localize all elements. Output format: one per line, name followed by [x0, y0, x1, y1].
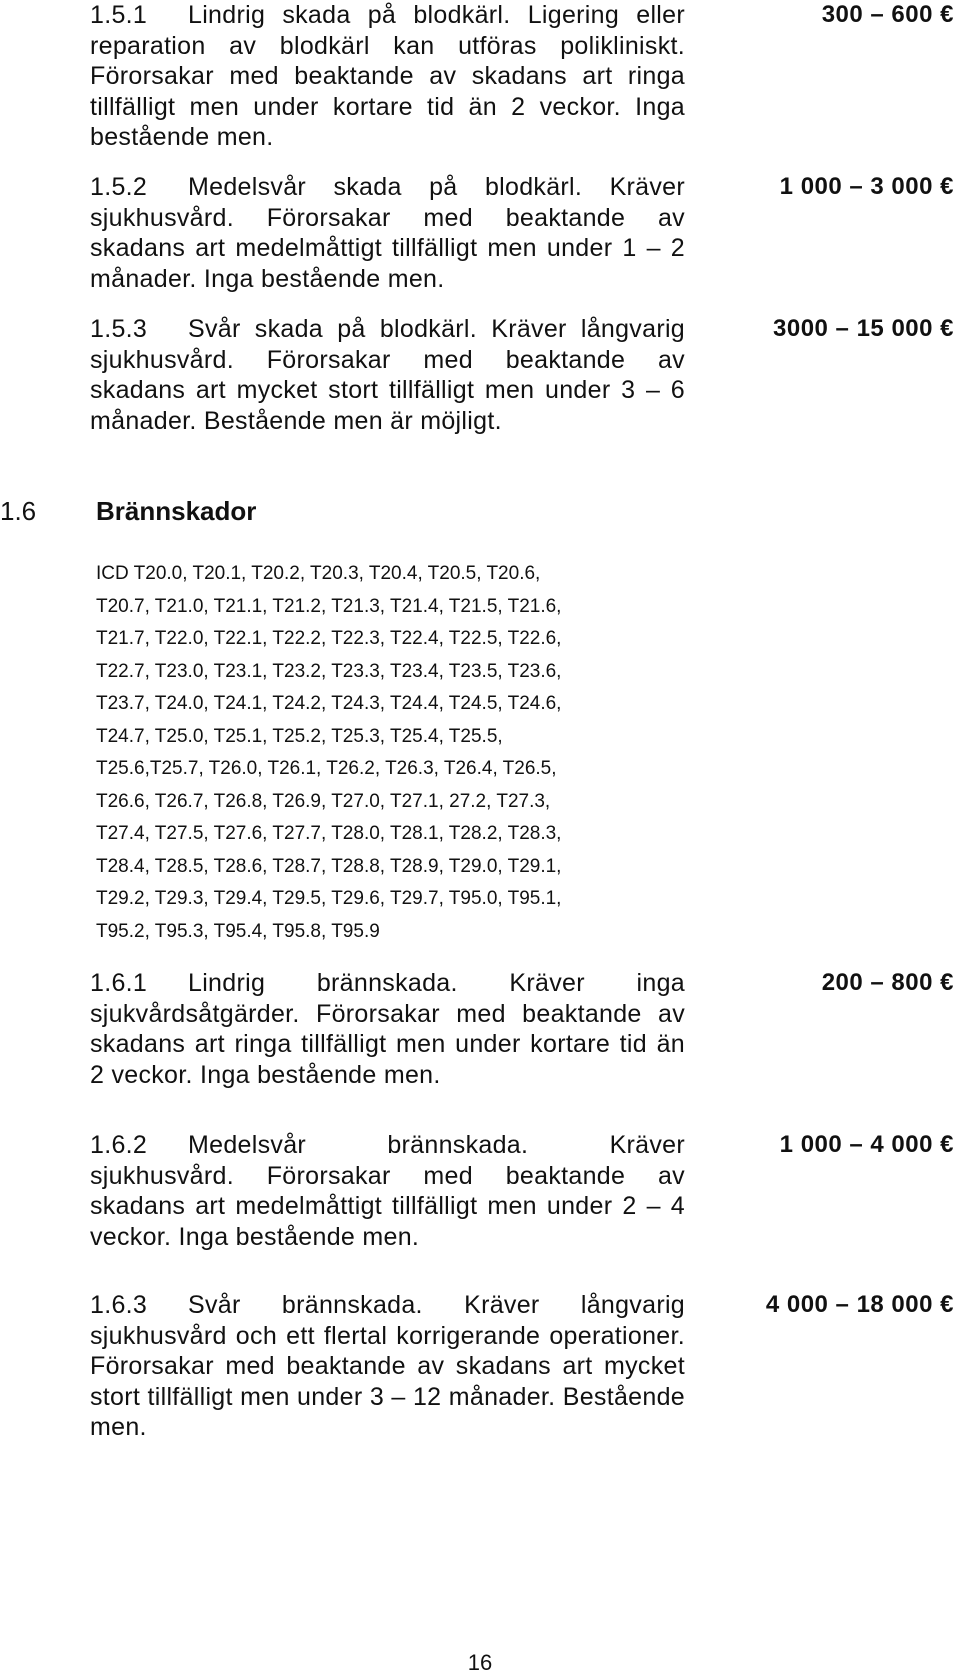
- entry-amount: 1 000 – 4 000 €: [779, 1131, 954, 1158]
- icd-line: T28.4, T28.5, T28.6, T28.7, T28.8, T28.9, T29.0, T29.1,: [96, 855, 562, 877]
- entry-amount: 300 – 600 €: [821, 1, 954, 28]
- entry-amount: 4 000 – 18 000 €: [765, 1291, 954, 1318]
- entry-description: Lindrig skada på blodkärl. Ligering eller reparation av blodkärl kan utföras polikliniskt. Förorsakar med beaktande av skadans art ringa tillfälligt men under kortare tid än 2 veckor. Inga bestående men.: [90, 1, 685, 151]
- section-heading: [0, 496, 256, 527]
- icd-line: T29.2, T29.3, T29.4, T29.5, T29.6, T29.7, T95.0, T95.1,: [96, 888, 562, 909]
- entry-number: 1.6.1: [90, 969, 148, 997]
- icd-line: T25.6,T25.7, T26.0, T26.1, T26.2, T26.3, T26.4, T26.5,: [96, 758, 557, 779]
- entry-1-6-3: [90, 1290, 685, 1443]
- icd-line: T20.7, T21.0, T21.1, T21.2, T21.3, T21.4, T21.5, T21.6,: [96, 595, 562, 617]
- entry-number: 1.6.3: [90, 1291, 148, 1319]
- icd-line: ICD T20.0, T20.1, T20.2, T20.3, T20.4, T20.5, T20.6,: [96, 563, 541, 584]
- section-title: Brännskador: [96, 496, 257, 526]
- entry-amount: 3000 – 15 000 €: [773, 315, 954, 342]
- icd-line: T95.2, T95.3, T95.4, T95.8, T95.9: [96, 920, 380, 942]
- entry-description: Medelsvår brännskada. Kräver sjukhusvård. Förorsakar med beaktande av skadans art medelmåttigt tillfälligt men under 2 – 4 veckor. Inga bestående men.: [90, 1131, 685, 1251]
- icd-line: T23.7, T24.0, T24.1, T24.2, T24.3, T24.4, T24.5, T24.6,: [96, 693, 562, 714]
- entry-number: 1.5.2: [90, 173, 148, 201]
- entry-description: Lindrig brännskada. Kräver inga sjukvårdsåtgärder. Förorsakar med beaktande av skadans art ringa tillfälligt men under kortare tid än 2 veckor. Inga bestående men.: [90, 969, 685, 1089]
- section-number: 1.6: [0, 496, 37, 526]
- entry-1-6-1: [90, 968, 685, 1090]
- icd-line: T22.7, T23.0, T23.1, T23.2, T23.3, T23.4, T23.5, T23.6,: [96, 660, 562, 682]
- icd-line: T26.6, T26.7, T26.8, T26.9, T27.0, T27.1, 27.2, T27.3,: [96, 790, 551, 812]
- entry-description: Medelsvår skada på blodkärl. Kräver sjukhusvård. Förorsakar med beaktande av skadans art medelmåttigt tillfälligt men under 1 – 2 månader. Inga bestående men.: [90, 173, 685, 293]
- entry-1-5-1: [90, 0, 685, 153]
- icd-line: T21.7, T22.0, T22.1, T22.2, T22.3, T22.4, T22.5, T22.6,: [96, 628, 562, 649]
- entry-1-5-2: [90, 172, 685, 294]
- icd-line: T27.4, T27.5, T27.6, T27.7, T28.0, T28.1, T28.2, T28.3,: [96, 823, 562, 844]
- entry-1-5-3: [90, 314, 685, 436]
- entry-number: 1.6.2: [90, 1131, 148, 1159]
- entry-amount: 1 000 – 3 000 €: [779, 173, 954, 200]
- entry-number: 1.5.3: [90, 315, 148, 343]
- icd-code-list: [96, 558, 696, 948]
- entry-1-6-2: [90, 1130, 685, 1252]
- entry-description: Svår brännskada. Kräver långvarig sjukhusvård och ett flertal korrigerande operationer. Förorsakar med beaktande av skadans art mycket stort tillfälligt men under 3 – 12 månader. Bestående men.: [90, 1291, 685, 1441]
- entry-amount: 200 – 800 €: [821, 969, 954, 996]
- entry-number: 1.5.1: [90, 1, 148, 29]
- icd-line: T24.7, T25.0, T25.1, T25.2, T25.3, T25.4, T25.5,: [96, 725, 503, 747]
- page-number: 16: [467, 1650, 493, 1675]
- entry-description: Svår skada på blodkärl. Kräver långvarig sjukhusvård. Förorsakar med beaktande av skadans art mycket stort tillfälligt men under 3 – 6 månader. Bestående men är möjligt.: [90, 315, 685, 435]
